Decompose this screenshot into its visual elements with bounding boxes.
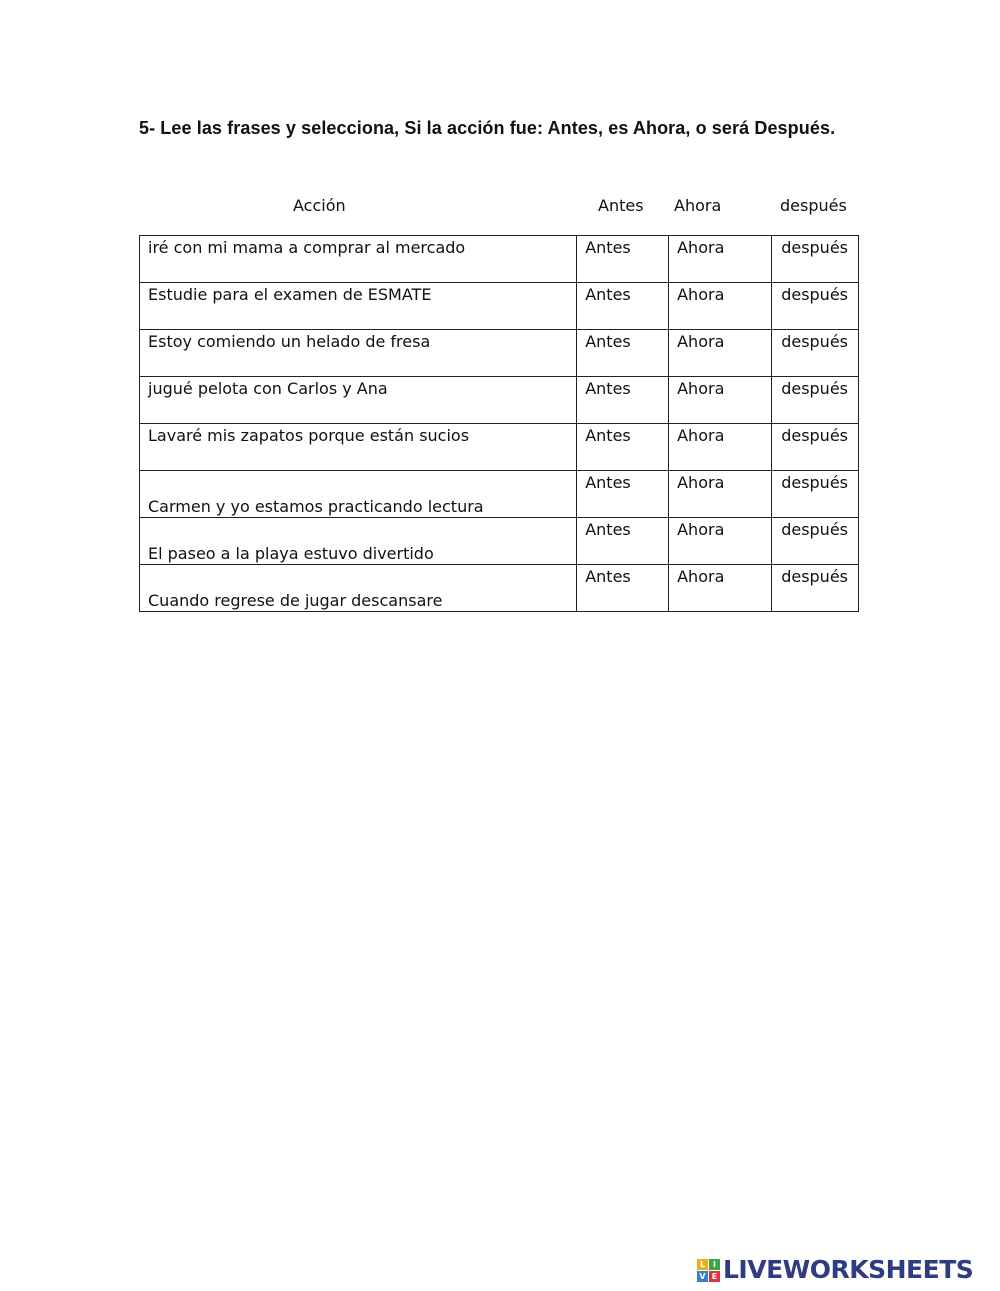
table-row xyxy=(140,330,859,377)
table-row xyxy=(140,283,859,330)
option-ahora[interactable]: Ahora xyxy=(677,238,725,257)
option-ahora[interactable]: Ahora xyxy=(677,567,725,586)
column-header-action: Acción xyxy=(293,196,346,215)
logo-text: LIVEWORKSHEETS xyxy=(723,1255,974,1284)
option-despues[interactable]: después xyxy=(781,473,848,492)
option-despues[interactable]: después xyxy=(781,238,848,257)
option-antes[interactable]: Antes xyxy=(585,285,631,304)
liveworksheets-logo xyxy=(697,1256,973,1284)
action-cell: jugué pelota con Carlos y Ana xyxy=(140,377,577,424)
option-despues[interactable]: después xyxy=(781,285,848,304)
option-despues[interactable]: después xyxy=(781,426,848,445)
logo-block-e: E xyxy=(709,1271,720,1282)
table-row xyxy=(140,424,859,471)
option-antes[interactable]: Antes xyxy=(585,238,631,257)
worksheet-table xyxy=(139,235,859,612)
option-despues[interactable]: después xyxy=(781,567,848,586)
option-ahora[interactable]: Ahora xyxy=(677,473,725,492)
option-antes[interactable]: Antes xyxy=(585,379,631,398)
column-header-antes: Antes xyxy=(598,196,644,215)
action-cell: Carmen y yo estamos practicando lectura xyxy=(140,471,577,518)
option-ahora[interactable]: Ahora xyxy=(677,332,725,351)
action-cell: Lavaré mis zapatos porque están sucios xyxy=(140,424,577,471)
option-antes[interactable]: Antes xyxy=(585,567,631,586)
logo-block-l: L xyxy=(697,1259,708,1270)
option-antes[interactable]: Antes xyxy=(585,332,631,351)
option-antes[interactable]: Antes xyxy=(585,520,631,539)
table-row xyxy=(140,471,859,518)
logo-block-v: V xyxy=(697,1271,708,1282)
column-header-ahora: Ahora xyxy=(674,196,722,215)
logo-blocks-icon xyxy=(697,1259,720,1282)
action-cell: El paseo a la playa estuvo divertido xyxy=(140,518,577,565)
action-cell: Estoy comiendo un helado de fresa xyxy=(140,330,577,377)
table-row xyxy=(140,518,859,565)
table-row xyxy=(140,236,859,283)
option-antes[interactable]: Antes xyxy=(585,426,631,445)
column-headers xyxy=(139,196,859,220)
action-cell: Cuando regrese de jugar descansare xyxy=(140,565,577,612)
option-ahora[interactable]: Ahora xyxy=(677,285,725,304)
option-despues[interactable]: después xyxy=(781,520,848,539)
action-cell: iré con mi mama a comprar al mercado xyxy=(140,236,577,283)
option-despues[interactable]: después xyxy=(781,379,848,398)
option-despues[interactable]: después xyxy=(781,332,848,351)
option-antes[interactable]: Antes xyxy=(585,473,631,492)
option-ahora[interactable]: Ahora xyxy=(677,426,725,445)
action-cell: Estudie para el examen de ESMATE xyxy=(140,283,577,330)
table-row xyxy=(140,377,859,424)
column-header-despues: después xyxy=(780,196,847,215)
logo-block-i: I xyxy=(709,1259,720,1270)
instruction-title: 5- Lee las frases y selecciona, Si la acción fue: Antes, es Ahora, o será Después. xyxy=(139,118,836,138)
table-row xyxy=(140,565,859,612)
option-ahora[interactable]: Ahora xyxy=(677,520,725,539)
option-ahora[interactable]: Ahora xyxy=(677,379,725,398)
